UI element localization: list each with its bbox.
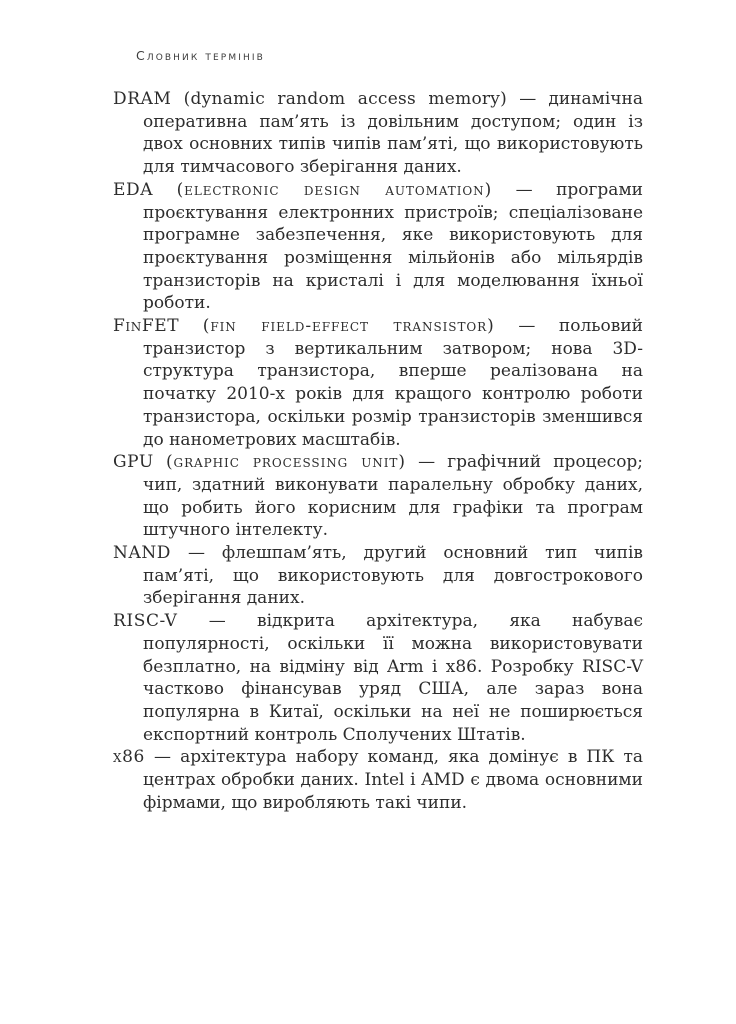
definition-dram: — динамічна оперативна пам’ять із довільним доступом; один із двох основних типів чипів пам’яті, що використовують для тимчасового зберігання даних. [143,89,643,178]
running-head: Словник термінів [136,48,265,63]
definition-riscv: — відкрита архітектура, яка набуває популярності, оскільки її можна використовувати безплатно, на відміну від Arm і x86. Розробку RISC-V частково фінансував уряд США, але зараз вона популярна в Китаї, оскільки на неї не поширюється експортний контроль Сполучених Штатів. [143,611,643,745]
glossary-entry-nand [113,542,643,610]
glossary-entry-x86 [113,746,643,814]
definition-x86: — архітектура набору команд, яка домінує в ПК та центрах обробки даних. Intel і AMD є двома основними фірмами, що виробляють такі чипи. [143,747,644,813]
term-riscv: RISC-V [113,611,178,632]
term-gpu: GPU [113,452,154,473]
term-expansion-gpu: (graphic processing unit) [165,452,406,473]
definition-gpu: — графічний процесор; чип, здатний виконувати паралельну обробку даних, що робить його корисним для графіки та програм штучного інтелекту. [143,452,644,541]
term-expansion-dram: (dynamic random access memory) [183,89,508,109]
term-x86: x86 [113,747,145,768]
term-expansion-eda: (electronic design automation) [176,179,493,200]
glossary-entry-dram [113,88,643,179]
term-finfet: FinFET [113,316,180,337]
term-dram: DRAM [113,89,172,109]
term-nand: NAND [113,543,172,564]
term-eda: EDA [113,179,154,200]
definition-finfet: — польовий транзистор з вертикальним затвором; нова 3D-структура транзистора, вперше реалізована на початку 2010-х років для кращого контролю роботи транзистора, оскільки розмір транзисторів зменшився до нанометрових масштабів. [143,316,644,450]
glossary-entry-riscv [113,610,643,746]
definition-eda: — програми проєктування електронних пристроїв; спеціалізоване програмне забезпечення, яке використовують для проєктування розміщення мільйонів або мільярдів транзисторів на кристалі і для моделювання їхньої роботи. [143,179,643,314]
term-expansion-finfet: (fin field-effect transistor) [202,316,495,337]
glossary-entry-gpu [113,451,643,542]
glossary-list [113,88,643,815]
definition-nand: — флешпам’ять, другий основний тип чипів пам’яті, що використовують для довгострокового зберігання даних. [143,543,643,609]
glossary-entry-eda [113,179,643,315]
glossary-entry-finfet [113,315,643,451]
